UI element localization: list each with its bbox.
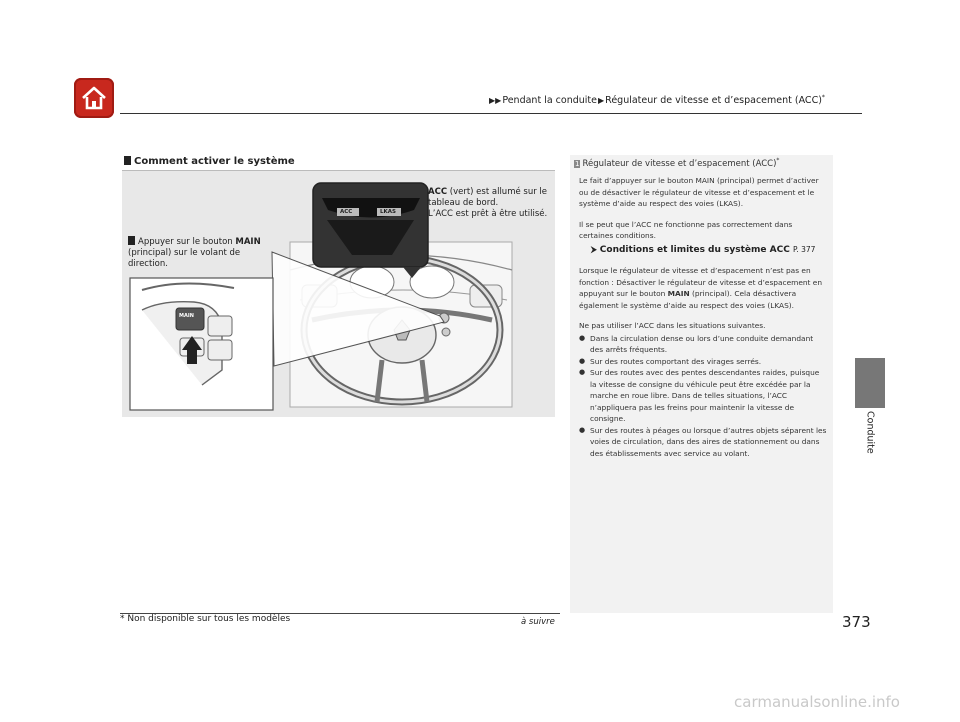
lkas-indicator-label: LKAS — [380, 209, 396, 215]
side-tab[interactable] — [855, 358, 885, 408]
sidebar-paragraph: Ne pas utiliser l’ACC dans les situations suivantes. — [579, 321, 766, 330]
continued-note: à suivre — [521, 617, 555, 627]
situation-list — [579, 333, 827, 460]
sidebar-heading: 1 Régulateur de vitesse et d’espacement (ACC)* — [575, 157, 780, 169]
list-item: ● Sur des routes avec des pentes descendantes raides, puisque la vitesse de consigne du véhicule peut être excédée par la marche en roue libre. Dans de telles situations, l’ACC n’appliquera pas les freins pour maintenir la vitesse de consigne. — [579, 367, 827, 425]
list-item: ● Sur des routes à péages ou lorsque d’autres objets séparent les voies de circulation, dans des aires de stationnement ou dans des établissements avec service au volant. — [579, 425, 827, 460]
reference-arrow-icon: ⮞ — [591, 244, 597, 254]
breadcrumb-arrow-icon: ▶▶ — [489, 96, 502, 106]
acc-indicator-label: ACC — [340, 209, 353, 215]
header-divider — [120, 113, 862, 114]
section-marker-icon — [124, 156, 131, 165]
breadcrumb-item-current: Régulateur de vitesse et d’espacement (ACC) — [605, 95, 822, 107]
section-title: Comment activer le système — [124, 156, 295, 167]
main-button-label: MAIN — [179, 313, 194, 319]
list-item: ● Sur des routes comportant des virages serrés. — [579, 356, 827, 368]
home-button[interactable] — [74, 78, 114, 118]
side-tab-label: Conduite — [864, 410, 876, 454]
acc-indicator-callout: ACC (vert) est allumé sur le tableau de bord. L’ACC est prêt à être utilisé. — [428, 187, 548, 219]
breadcrumb-item[interactable]: Pendant la conduite — [502, 95, 597, 107]
sidebar-paragraph: Lorsque le régulateur de vitesse et d’espacement n’est pas en fonction : Désactiver le régulateur de vitesse et d’espacement en appuyant sur le bouton MAIN (principal). Cela désactivera également le système d’aide au respect des voies (LKAS). — [579, 266, 823, 310]
sidebar-paragraph: Le fait d’appuyer sur le bouton MAIN (principal) permet d’activer ou de désactiver le régulateur de vitesse et d’espacement et le système d’aide au respect des voies (LKAS). — [579, 176, 819, 208]
note-number-badge: 1 — [575, 159, 580, 168]
home-icon — [80, 85, 108, 111]
watermark: carmanualsonline.info — [734, 693, 900, 711]
callout-marker-icon — [128, 236, 135, 245]
footnote: * Non disponible sur tous les modèles — [120, 614, 291, 624]
breadcrumb-arrow-icon: ▶ — [597, 96, 605, 106]
page-number: 373 — [842, 613, 871, 631]
breadcrumb-asterisk: * — [821, 94, 825, 101]
breadcrumb — [488, 94, 825, 106]
list-item: ● Dans la circulation dense ou lors d’une conduite demandant des arrêts fréquents. — [579, 333, 827, 356]
sidebar-paragraph: Il se peut que l’ACC ne fonctionne pas correctement dans certaines conditions. — [579, 219, 793, 240]
sidebar-body — [579, 175, 827, 459]
main-button-callout: Appuyer sur le bouton MAIN (principal) sur le volant de direction. — [128, 237, 261, 269]
cross-reference-link[interactable]: ⮞ Conditions et limites du système ACC P. 377 — [591, 244, 816, 255]
